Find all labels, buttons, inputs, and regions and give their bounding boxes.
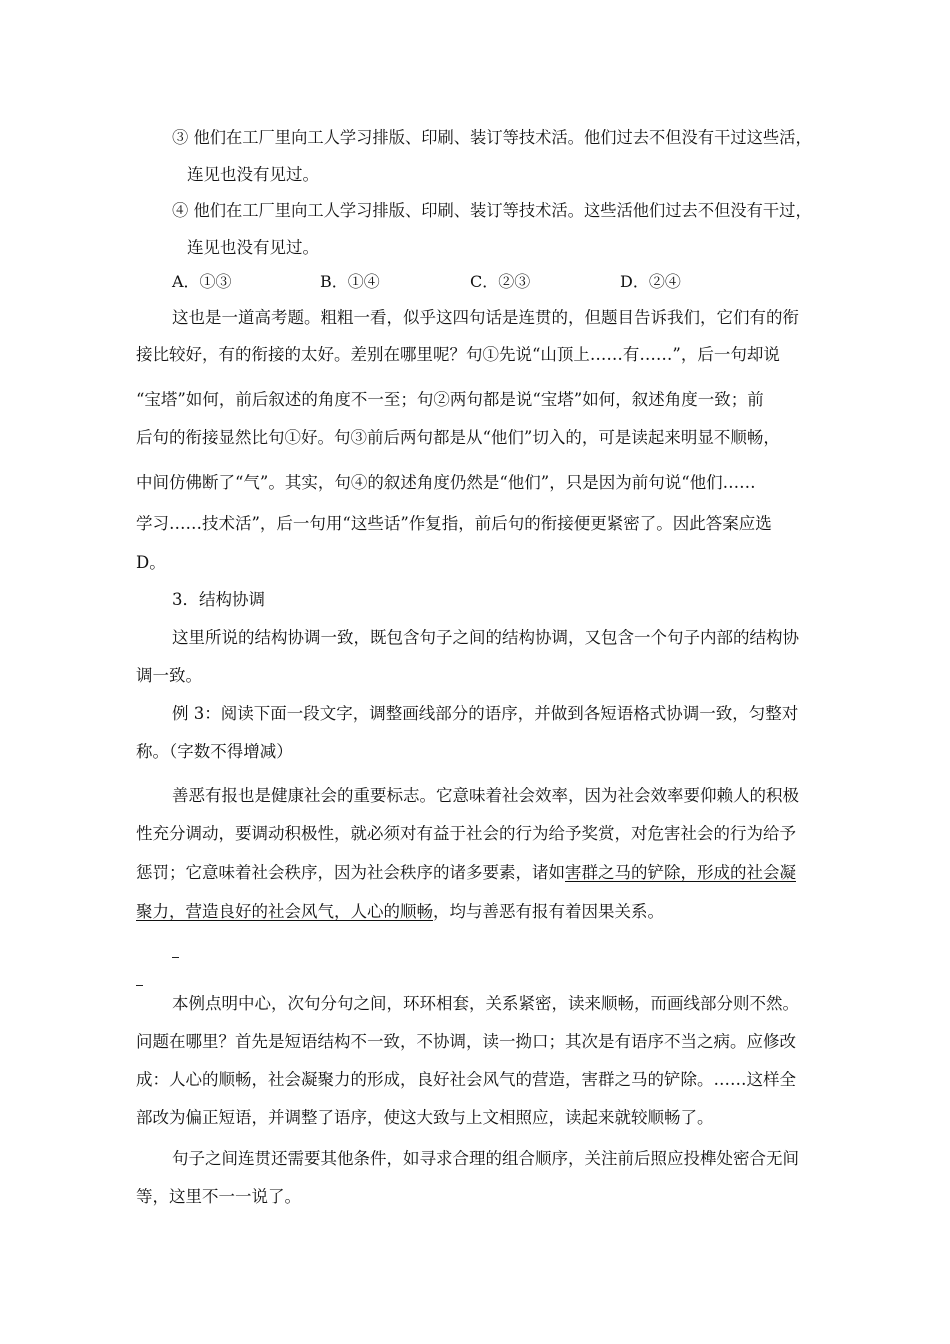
example-3-line-2: 称。（字数不得增减）	[136, 742, 293, 761]
closing-line-2: 等，这里不一一说了。	[136, 1187, 301, 1206]
section-3-intro-line-1: 这里所说的结构协调一致，既包含句子之间的结构协调，又包含一个句子内部的结构协	[172, 628, 799, 647]
analysis-line: D。	[136, 553, 166, 572]
underlined-phrase: 害群之马的铲除，形成的社会凝	[565, 863, 796, 882]
analysis-line: 学习……技术活”，后一句用“这些话”作复指，前后句的衔接便更紧密了。因此答案应选	[136, 514, 772, 533]
explanation-line: 部改为偏正短语，并调整了语序，使这大致与上文相照应，读起来就较顺畅了。	[136, 1108, 714, 1127]
explanation-line: 问题在哪里？首先是短语结构不一致，不协调，读一拗口；其次是有语序不当之病。应修改	[136, 1032, 796, 1051]
analysis-line: 这也是一道高考题。粗粗一看，似乎这四句话是连贯的，但题目告诉我们，它们有的衔	[172, 308, 799, 327]
example-3-line-1: 例 3：阅读下面一段文字，调整画线部分的语序，并做到各短语格式协调一致，匀整对	[172, 704, 799, 723]
answer-blank-mark	[136, 985, 143, 986]
analysis-line: 接比较好，有的衔接的太好。差别在哪里呢？句①先说“山顶上……有……”，后一句却说	[136, 345, 780, 364]
section-3-heading: 3．结构协调	[172, 590, 265, 609]
item-3-line-2: 连见也没有见过。	[187, 165, 319, 184]
explanation-line: 本例点明中心，次句分句之间，环环相套，关系紧密，读来顺畅，而画线部分则不然。	[172, 994, 799, 1013]
item-3-line-1: ③ 他们在工厂里向工人学习排版、印刷、装订等技术活。他们过去不但没有干过这些活，	[172, 128, 812, 147]
passage-line-3	[136, 863, 796, 883]
passage-line-1: 善恶有报也是健康社会的重要标志。它意味着社会效率，因为社会效率要仰赖人的积极	[172, 786, 799, 805]
passage-line-2: 性充分调动，要调动积极性，就必须对有益于社会的行为给予奖赏，对危害社会的行为给予	[136, 824, 796, 843]
passage-plain-text: ，均与善恶有报有着因果关系。	[433, 902, 664, 921]
closing-line-1: 句子之间连贯还需要其他条件，如寻求合理的组合顺序，关注前后照应投榫处密合无间	[172, 1149, 799, 1168]
option-c: C．②③	[470, 272, 531, 291]
section-3-intro-line-2: 调一致。	[136, 666, 202, 685]
answer-blank-mark	[172, 957, 179, 958]
explanation-line: 成：人心的顺畅，社会凝聚力的形成，良好社会风气的营造，害群之马的铲除。……这样全	[136, 1070, 796, 1089]
analysis-line: “宝塔”如何，前后叙述的角度不一至；句②两句都是说“宝塔”如何，叙述角度一致；前	[136, 390, 764, 409]
option-b: B．①④	[320, 272, 380, 291]
item-4-line-2: 连见也没有见过。	[187, 238, 319, 257]
passage-line-4	[136, 902, 664, 922]
analysis-line: 后句的衔接显然比句①好。句③前后两句都是从“他们”切入的，可是读起来明显不顺畅，	[136, 428, 780, 447]
passage-plain-text: 惩罚；它意味着社会秩序，因为社会秩序的诸多要素，诸如	[136, 863, 565, 882]
option-d: D．②④	[620, 272, 681, 291]
item-4-line-1: ④ 他们在工厂里向工人学习排版、印刷、装订等技术活。这些活他们过去不但没有干过，	[172, 201, 812, 220]
analysis-line: 中间仿佛断了“气”。其实，句④的叙述角度仍然是“他们”，只是因为前句说“他们……	[136, 473, 756, 492]
option-a: A．①③	[172, 272, 232, 291]
underlined-phrase: 聚力，营造良好的社会风气，人心的顺畅	[136, 902, 433, 921]
